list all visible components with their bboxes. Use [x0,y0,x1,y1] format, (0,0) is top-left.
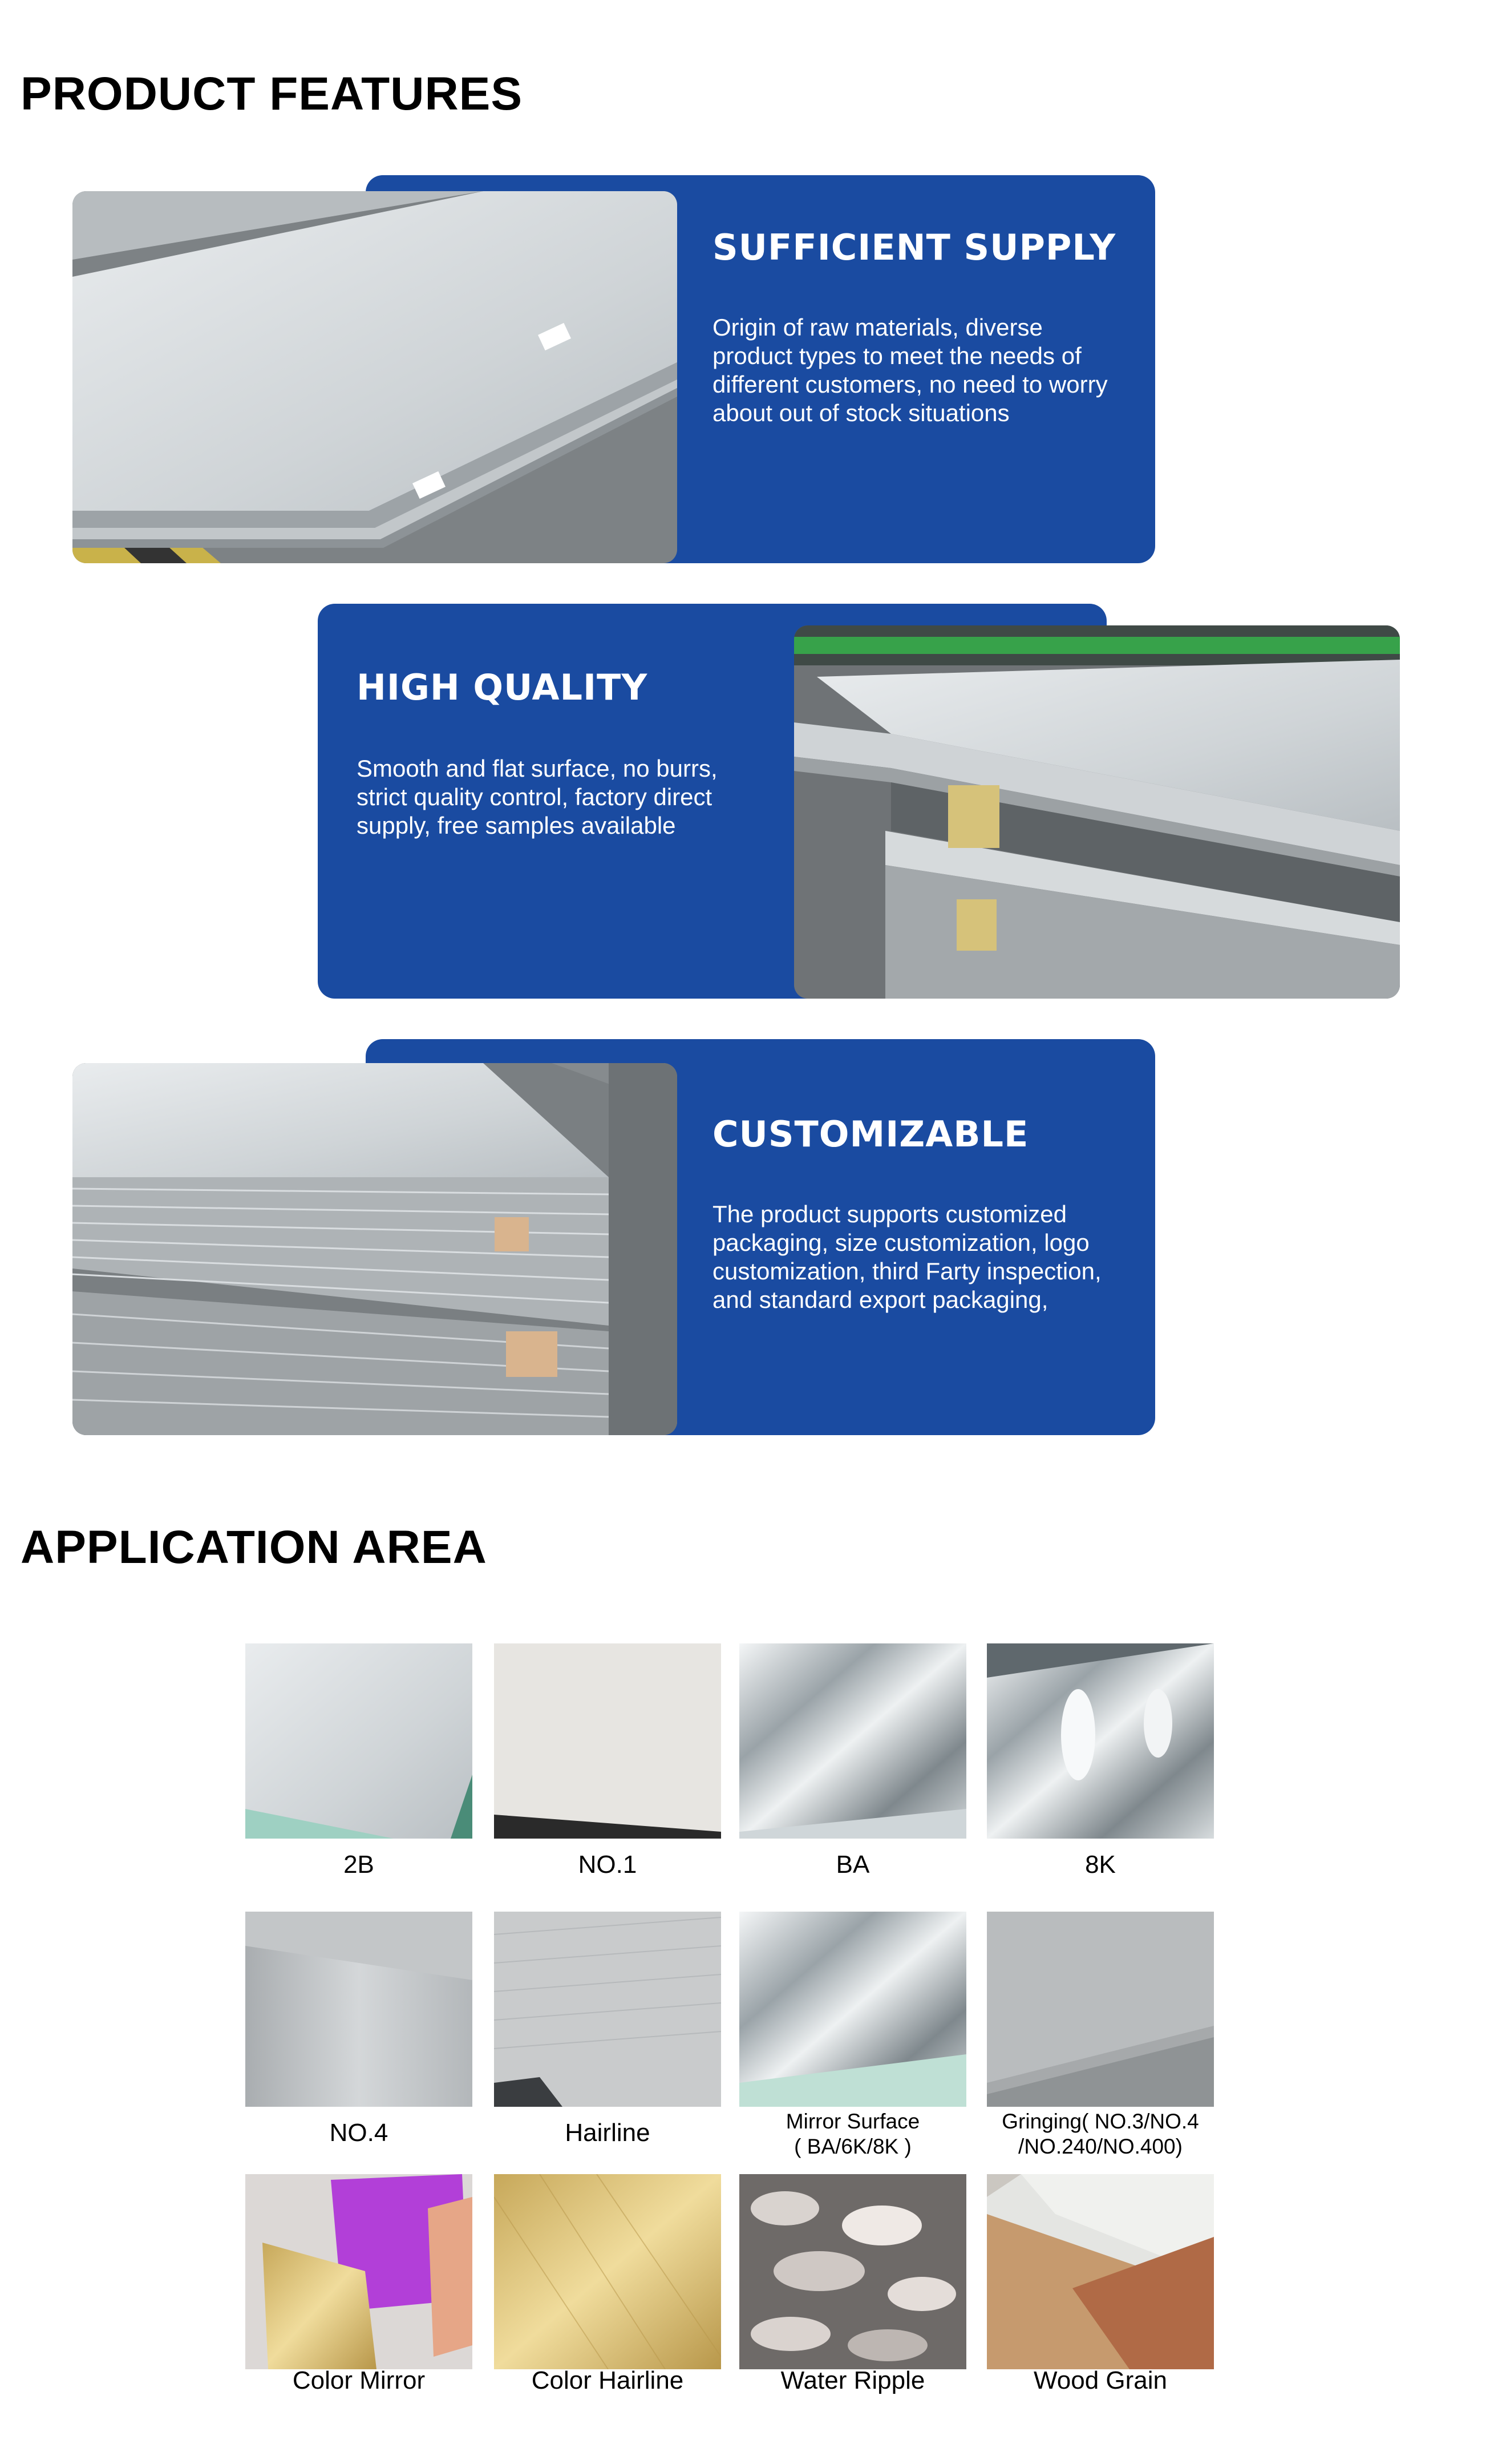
finish-label: Color Mirror [292,2366,426,2394]
finish-label: Wood Grain [1034,2366,1167,2394]
factory-steel-sheets-photo [794,625,1400,999]
finish-grinding-swatch [987,1912,1214,2107]
finish-tile-no4 [245,1912,472,2147]
finish-tile-8k [987,1643,1214,1879]
finish-tile-color-mirror [245,2174,472,2394]
finish-8k-swatch [987,1643,1214,1839]
card-description: Smooth and flat surface, no burrs, strict quality control, factory direct supply, free samples available [357,755,718,839]
finish-tile-hairline [494,1912,721,2147]
feature-card-sufficient-supply [366,175,1155,563]
card-title: HIGH QUALITY [357,667,648,708]
card-description: The product supports customized packaging, size customization, logo customization, third Farty inspection, and standard export packaging, [712,1201,1102,1313]
finish-label: Water Ripple [780,2366,925,2394]
feature-card-high-quality [318,604,1107,999]
finish-label: NO.4 [329,2119,388,2147]
finish-color-hairline-swatch [494,2174,721,2369]
finish-label [964,2109,1237,2159]
finish-2b-swatch [245,1643,472,1839]
finish-color-mirror-swatch [245,2174,472,2369]
finish-tile-wood-grain [987,2174,1214,2394]
card-title: SUFFICIENT SUPPLY [712,227,1116,268]
finish-label: Hairline [565,2119,650,2147]
finish-hairline-swatch [494,1912,721,2107]
finish-label: BA [836,1851,870,1879]
finish-tile-2b [245,1643,472,1879]
finish-tile-color-hairline [494,2174,721,2394]
finish-label: NO.1 [578,1851,637,1879]
finish-label-line1: Mirror Surface [786,2110,920,2133]
product-features-heading: PRODUCT FEATURES [21,68,523,120]
card-title: CUSTOMIZABLE [712,1113,1029,1155]
card-description: Origin of raw materials, diverse product types to meet the needs of different customers, no need to worry about out of stock situations [712,314,1108,426]
steel-sheets-stack-photo [72,191,677,563]
stacked-plates-photo [72,1063,677,1435]
finish-label: Color Hairline [531,2366,684,2394]
finish-tile-grinding [987,1912,1214,2158]
finish-mirror-surface-swatch [739,1912,966,2107]
feature-card-customizable [366,1039,1155,1435]
finish-label [716,2109,989,2159]
finish-label: 8K [1085,1851,1116,1879]
finish-wood-grain-swatch [987,2174,1214,2369]
finish-tile-ba [739,1643,966,1879]
finish-label-line2: /NO.240/NO.400) [1018,2135,1183,2158]
finish-water-ripple-swatch [739,2174,966,2369]
application-area-heading: APPLICATION AREA [21,1521,487,1573]
finish-label: 2B [343,1851,374,1879]
finish-label-line2: ( BA/6K/8K ) [794,2135,912,2158]
finish-tile-no1 [494,1643,721,1879]
finish-tile-mirror-surface [739,1912,966,2158]
finish-ba-swatch [739,1643,966,1839]
finish-no4-swatch [245,1912,472,2107]
finish-label-line1: Gringing( NO.3/NO.4 [1002,2110,1199,2133]
finish-tile-water-ripple [739,2174,966,2394]
finish-no1-swatch [494,1643,721,1839]
